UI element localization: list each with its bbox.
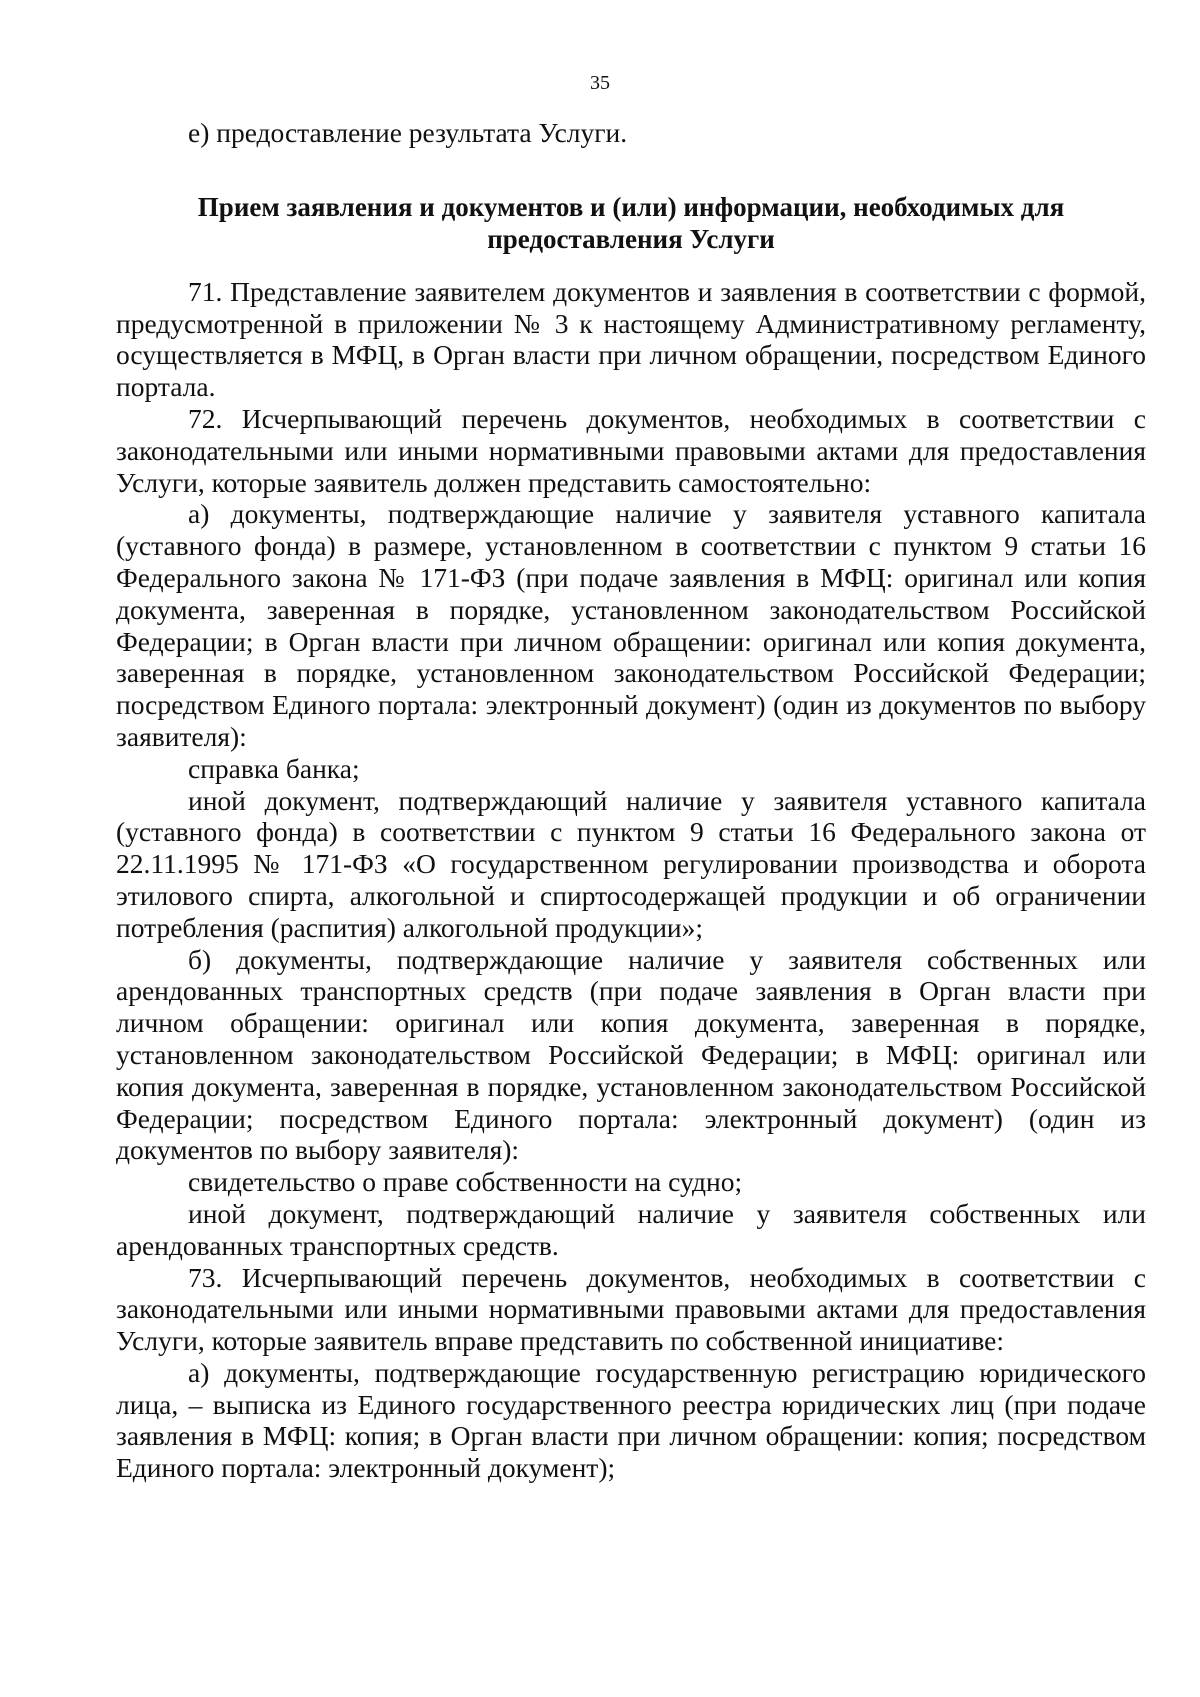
paragraph-72-b-ship-certificate: свидетельство о праве собственности на судно; [188, 1166, 743, 1198]
paragraph-72-a-bank-statement: справка банка; [188, 752, 360, 784]
section-title [116, 191, 1146, 255]
page-body [116, 117, 1146, 1484]
paragraph-72-a-other-document: иной документ, подтверждающий наличие у заявителя уставного капитала (уставного фонда) в соответствии с пунктом 9 статьи 16 Федерального закона от 22.11.1995 № 171-ФЗ «О государственном регулировании производства и оборота этилового спирта, алкогольной и спиртосодержащей продукции и об ограничении потребления (распития) алкогольной продукции»; [116, 784, 1146, 943]
paragraph-71: 71. Представление заявителем документов и заявления в соответствии с формой, предусмотренной в приложении № 3 к настоящему Административному регламенту, осуществляется в МФЦ, в Орган власти при личном обращении, посредством Единого портала. [116, 275, 1146, 403]
intro-item: е) предоставление результата Услуги. [188, 117, 628, 148]
paragraph-73-a: а) документы, подтверждающие государственную регистрацию юридического лица, – выписка из Единого государственного реестра юридических лиц (при подаче заявления в МФЦ: копия; в Орган власти при личном обращении: копия; посредством Единого портала: электронный документ); [116, 1356, 1146, 1484]
section-title-line-1: Прием заявления и документов и (или) информации, необходимых для [197, 191, 1065, 222]
paragraph-72-b-other-document: иной документ, подтверждающий наличие у заявителя собственных или арендованных транспортных средств. [116, 1197, 1146, 1261]
paragraph-72-a: а) документы, подтверждающие наличие у заявителя уставного капитала (уставного фонда) в размере, установленном в соответствии с пунктом 9 статьи 16 Федерального закона № 171-ФЗ (при подаче заявления в МФЦ: оригинал или копия документа, заверенная в порядке, установленном законодательством Российской Федерации; в Орган власти при личном обращении: оригинал или копия документа, заверенная в порядке, установленном законодательством Российской Федерации; посредством Единого портала: электронный документ) (один из документов по выбору заявителя): [116, 498, 1146, 752]
paragraph-73: 73. Исчерпывающий перечень документов, необходимых в соответствии с законодательными или иными нормативными правовыми актами для предоставления Услуги, которые заявитель вправе представить по собственной инициативе: [116, 1261, 1146, 1357]
paragraph-72: 72. Исчерпывающий перечень документов, необходимых в соответствии с законодательными или иными нормативными правовыми актами для предоставления Услуги, которые заявитель должен представить самостоятельно: [116, 402, 1146, 498]
section-title-line-2: предоставления Услуги [487, 223, 775, 254]
page-number: 35 [590, 72, 610, 94]
paragraph-72-b: б) документы, подтверждающие наличие у заявителя собственных или арендованных транспортных средств (при подаче заявления в Орган власти при личном обращении: оригинал или копия документа, заверенная в порядке, установленном законодательством Российской Федерации; в МФЦ: оригинал или копия документа, заверенная в порядке, установленном законодательством Российской Федерации; посредством Единого портала: электронный документ) (один из документов по выбору заявителя): [116, 943, 1146, 1166]
